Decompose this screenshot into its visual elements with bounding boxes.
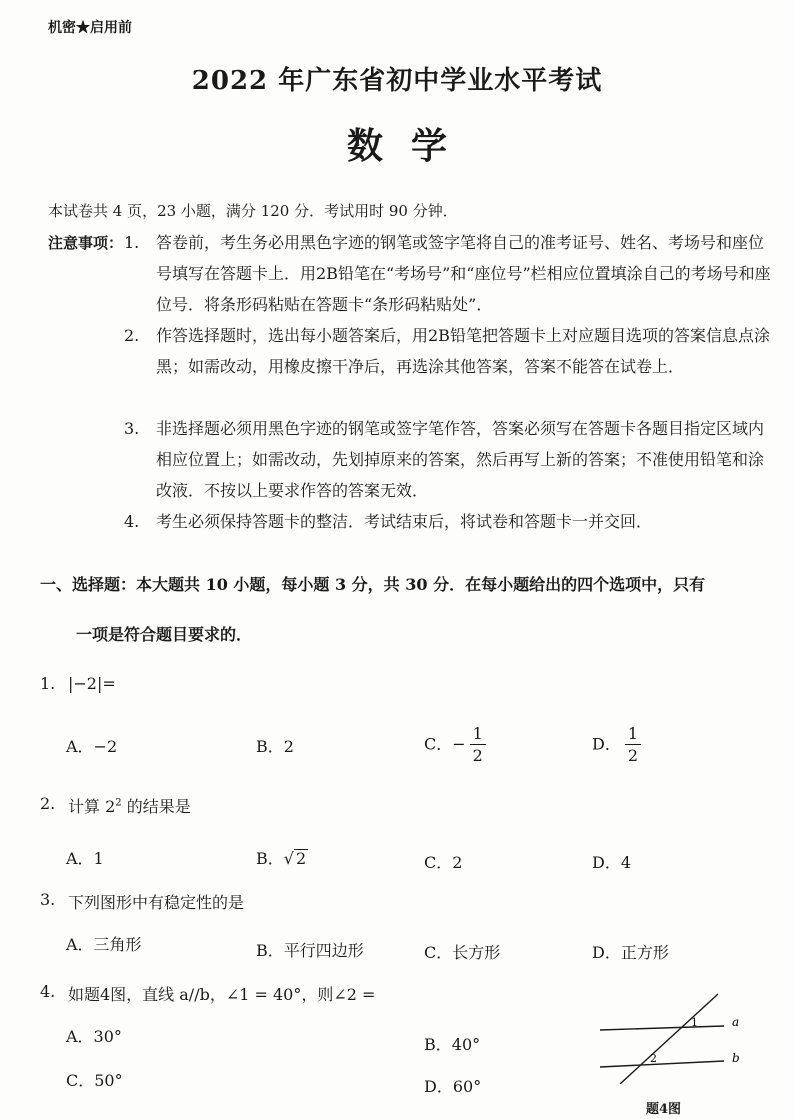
option-c: C．50° [66,1071,123,1090]
angle-2-label: 2 [650,1052,657,1065]
question-number: 4. [40,982,56,1001]
note-item [124,320,774,382]
transversal-line [620,994,718,1084]
option-b: B．平行四边形 [256,941,364,960]
option-label: D． [592,734,621,754]
exam-intro: 本试卷共 4 页，23 小题，满分 120 分．考试用时 90 分钟． [48,202,458,220]
numerator: 1 [470,726,486,745]
angle-1-label: 1 [691,1016,698,1029]
note-number: 2. [124,326,140,345]
option-c: C．2 [424,853,463,872]
option-a: A．1 [66,849,104,868]
line-a [600,1026,724,1030]
figure-caption: 题4图 [646,1102,682,1117]
option-d: D．4 [592,853,632,872]
note-number: 4. [124,512,140,531]
line-b [600,1061,724,1067]
option-a: A．30° [66,1027,122,1046]
option-b: B．2 [256,737,294,756]
question-stem [68,794,191,817]
note-text: 答卷前，考生务必用黑色字迹的钢笔或签字笔将自己的准考证号、姓名、考场号和座位号填写在答题卡上．用2B铅笔在“考场号”和“座位号”栏相应位置填涂自己的考场号和座位号．将条形码粘贴在答题卡“条形码粘贴处”． [156,233,771,314]
option-a: A．三角形 [66,935,142,954]
denominator: 2 [627,746,639,765]
stem-text: 计算 [68,797,101,816]
option-a: A．−2 [66,737,118,756]
note-text: 考生必须保持答题卡的整洁．考试结束后，将试卷和答题卡一并交回． [156,512,653,531]
note-item [124,413,774,506]
section-heading: 一、选择题：本大题共 10 小题，每小题 3 分，共 30 分．在每小题给出的四个选项中，只有 [40,575,706,594]
option-b: B．40° [424,1035,481,1054]
notes-label: 注意事项： [48,234,124,252]
fraction [470,726,486,764]
confidential-mark: 机密★启用前 [48,20,132,36]
line-b-label: b [732,1051,740,1065]
question-number: 3. [40,890,56,909]
option-c [424,726,486,764]
question-number: 1. [40,674,56,693]
denominator: 2 [472,746,483,765]
option-d [592,726,641,764]
subject-title: 数学 [346,125,475,167]
fraction [625,726,641,764]
stem-text: 的结果是 [126,797,191,816]
section-heading-cont: 一项是符合题目要求的． [76,625,253,644]
note-number: 1. [124,233,140,252]
parallel-lines-figure [592,992,752,1084]
question-stem: |−2|= [68,674,116,693]
exam-title: 2022 年广东省初中学业水平考试 [191,66,603,96]
option-label: B． [256,849,284,868]
note-item [124,227,774,320]
question-stem: 下列图形中有稳定性的是 [68,893,245,912]
option-c: C．长方形 [424,943,501,962]
numerator: 1 [625,726,641,745]
note-item [124,506,774,537]
question-stem: 如题4图，直线 a//b，∠1 = 40°，则∠2 = [68,985,376,1004]
note-number: 3. [124,419,140,438]
option-d: D．正方形 [592,943,669,962]
note-text: 作答选择题时，选出每小题答案后，用2B铅笔把答题卡上对应题目选项的答案信息点涂黑；如需改动，用橡皮擦干净后，再选涂其他答案，答案不能答在试卷上． [156,326,770,376]
note-text: 非选择题必须用黑色字迹的钢笔或签字笔作答，答案必须写在答题卡各题目指定区域内相应位置上；如需改动，先划掉原来的答案，然后再写上新的答案；不准使用铅笔和涂改液．不按以上要求作答的答案无效． [156,419,765,500]
option-b [256,846,308,869]
option-d: D．60° [424,1077,482,1096]
option-label: C．− [424,734,466,754]
line-a-label: a [732,1015,740,1029]
power-base: 2 [105,797,116,816]
sqrt-icon: √ [283,849,294,868]
power-exponent: 2 [115,797,122,809]
radicand: 2 [295,849,307,868]
question-number: 2. [40,794,56,813]
